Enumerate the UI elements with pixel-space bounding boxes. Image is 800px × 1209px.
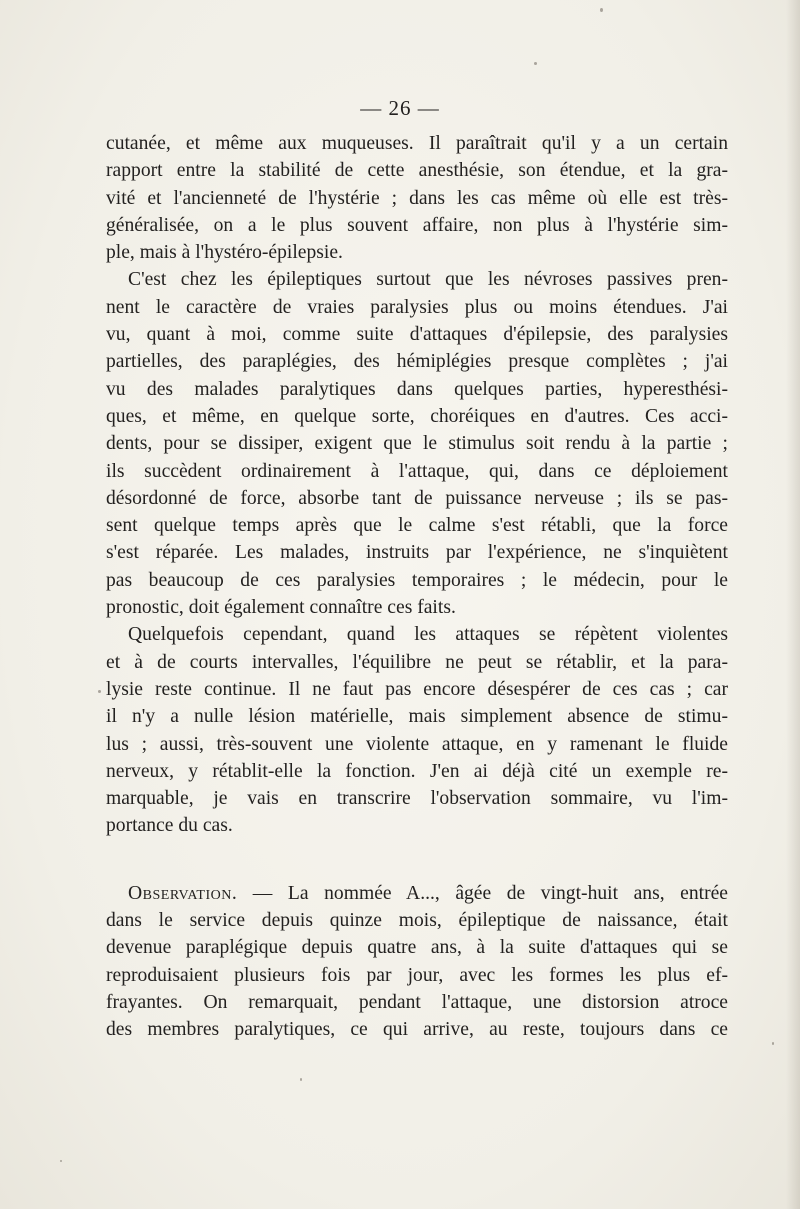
text-line: vité et l'ancienneté de l'hystérie ; dans les cas même où elle est très- xyxy=(106,187,728,209)
paragraph xyxy=(106,266,728,621)
page-edge-shadow xyxy=(786,0,800,1209)
paper-speck xyxy=(772,1042,774,1045)
text-line: dans le service depuis quinze mois, épileptique de naissance, était xyxy=(106,910,728,932)
text-line: vu, quant à moi, comme suite d'attaques d'épilepsie, des paralysies xyxy=(106,324,728,346)
text-line: il n'y a nulle lésion matérielle, mais simplement absence de stimu- xyxy=(106,706,728,728)
body-text xyxy=(106,130,728,1044)
paragraph xyxy=(106,621,728,839)
text-line: Quelquefois cependant, quand les attaques se répètent violentes xyxy=(128,624,728,646)
text-line: nerveux, y rétablit-elle la fonction. J'en ai déjà cité un exemple re- xyxy=(106,760,728,782)
observation-paragraph xyxy=(106,880,728,1044)
text-line: s'est réparée. Les malades, instruits par l'expérience, ne s'inquiètent xyxy=(106,542,728,564)
observation-first-line-text: — La nommée A..., âgée de vingt-huit ans, entrée xyxy=(237,882,728,904)
text-line: vu des malades paralytiques dans quelques parties, hyperesthési- xyxy=(106,378,728,400)
paper-speck xyxy=(534,62,537,65)
page-number: — 26 — xyxy=(360,96,440,120)
text-line: désordonné de force, absorbe tant de puissance nerveuse ; ils se pas- xyxy=(106,487,728,509)
observation-label: Observation. xyxy=(128,882,238,904)
text-line: lus ; aussi, très-souvent une violente attaque, en y ramenant le fluide xyxy=(106,733,728,755)
paragraph xyxy=(106,130,728,266)
text-line: pronostic, doit également connaître ces faits. xyxy=(106,597,456,619)
text-line: des membres paralytiques, ce qui arrive, au reste, toujours dans ce xyxy=(106,1019,728,1041)
text-line: et à de courts intervalles, l'équilibre ne peut se rétablir, et la para- xyxy=(106,651,728,673)
paper-speck xyxy=(98,690,101,693)
text-line: portance du cas. xyxy=(106,815,233,837)
text-line: C'est chez les épileptiques surtout que les névroses passives pren- xyxy=(128,269,728,291)
text-line: frayantes. On remarquait, pendant l'attaque, une distorsion atroce xyxy=(106,991,728,1013)
text-line: ques, et même, en quelque sorte, choréiques en d'autres. Ces acci- xyxy=(106,405,728,427)
text-line: ple, mais à l'hystéro-épilepsie. xyxy=(106,242,343,264)
observation-first-line xyxy=(106,880,728,907)
text-line: devenue paraplégique depuis quatre ans, à la suite d'attaques qui se xyxy=(106,937,728,959)
paper-speck xyxy=(60,1160,62,1162)
text-line: ils succèdent ordinairement à l'attaque, qui, dans ce déploiement xyxy=(106,460,728,482)
text-line: rapport entre la stabilité de cette anesthésie, son étendue, et la gra- xyxy=(106,160,728,182)
text-line: nent le caractère de vraies paralysies plus ou moins étendues. J'ai xyxy=(106,296,728,318)
text-line: reproduisaient plusieurs fois par jour, avec les formes les plus ef- xyxy=(106,964,728,986)
text-line: partielles, des paraplégies, des hémiplégies presque complètes ; j'ai xyxy=(106,351,728,373)
text-line: sent quelque temps après que le calme s'est rétabli, que la force xyxy=(106,515,728,537)
text-line: marquable, je vais en transcrire l'observation sommaire, vu l'im- xyxy=(106,788,728,810)
text-line: lysie reste continue. Il ne faut pas encore désespérer de ces cas ; car xyxy=(106,678,728,700)
text-line: pas beaucoup de ces paralysies temporaires ; le médecin, pour le xyxy=(106,569,728,591)
text-line: dents, pour se dissiper, exigent que le stimulus soit rendu à la partie ; xyxy=(106,433,728,455)
section-gap xyxy=(106,840,728,880)
text-line: généralisée, on a le plus souvent affaire, non plus à l'hystérie sim- xyxy=(106,214,728,236)
paper-speck xyxy=(600,8,603,12)
paper-speck xyxy=(300,1078,302,1081)
text-line: cutanée, et même aux muqueuses. Il paraîtrait qu'il y a un certain xyxy=(106,133,728,154)
